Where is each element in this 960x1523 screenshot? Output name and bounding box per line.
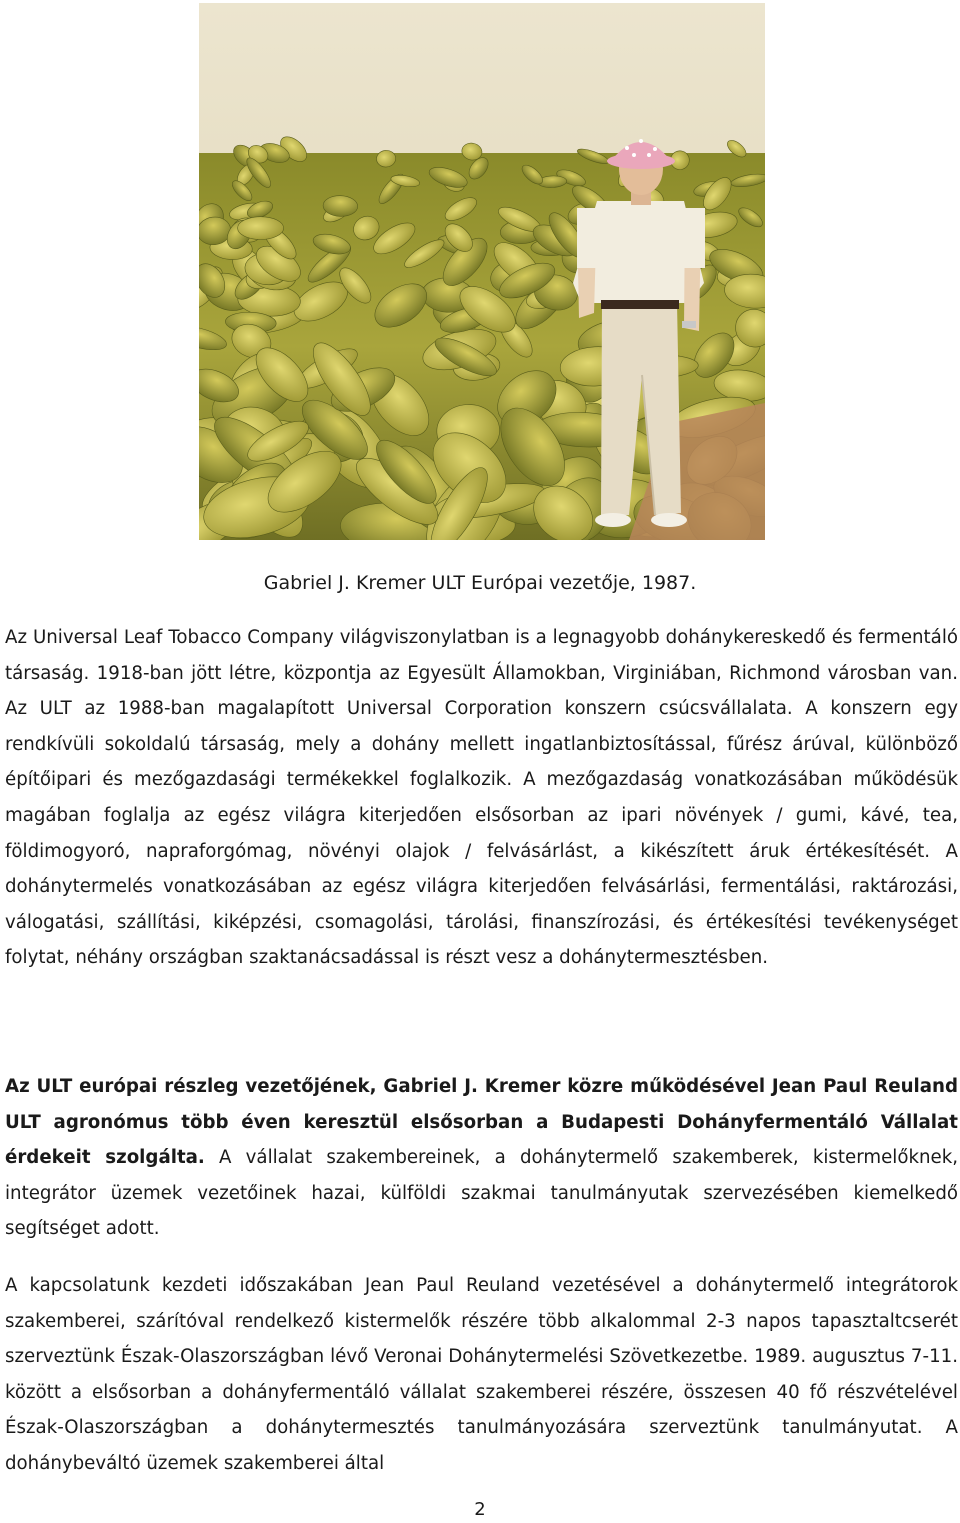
photo-caption: Gabriel J. Kremer ULT Európai vezetője, 1987.: [263, 572, 697, 594]
paragraph-bold-lead: Az ULT európai részleg vezetőjének, Gabriel J. Kremer közre működésével Jean Paul Reuland ULT agronómus több éven keresztül elsősorban a Budapesti Dohányfermentáló Vállalat érdekeit szolgálta.: [5, 1076, 958, 1169]
tobacco-leaf: [238, 217, 284, 240]
page-number: 2: [474, 1499, 486, 1520]
paragraph-ult-history: Az Universal Leaf Tobacco Company világviszonylatban is a legnagyobb dohánykereskedő és fermentáló társaság. 1918-ban jött létre, központja az Egyesült Államokban, Virginiában, Richmond városban van. Az ULT az 1988-ban magalapított Universal Corporation konszern csúcsvállalata. A konszern egy rendkívüli sokoldalú társaság, mely a dohány mellett ingatlanbiztosítással, fűrész árúval, különböző építőipari és mezőgazdasági termékekkel foglalkozik. A mezőgazdaság vonatkozásában működésük magában foglalja az egész világra kiterjedően elsősorban az ipari növények / gumi, kávé, tea, földimogyoró, napraforgómag, növényi olajok / felvásárlást, a kikészített áruk értékesítését. A dohánytermelés vonatkozásában az egész világra kiterjedően felvásárlási, fermentálási, raktározási, válogatási, szállítási, kiképzési, csomagolási, tárolási, finanszírozási, és értékesítési tevékenységet folytat, néhány országban szaktanácsadással is részt vesz a dohánytermesztésben.: [5, 627, 958, 969]
tobacco-field-photo: [199, 3, 765, 540]
paragraph-kremer-reuland: [5, 1069, 958, 1247]
paragraph-study-trips: A kapcsolatunk kezdeti időszakában Jean Paul Reuland vezetésével a dohánytermelő integrátorok szakemberei, szárítóval rendelkező kistermelők részére több alkalommal 2-3 napos tapasztaltcserét szerveztünk Észak-Olaszországban lévő Veronai Dohánytermelési Szövetkezetbe. 1989. augusztus 7-11. között a elsősorban a dohányfermentáló vállalat szakemberei részére, összesen 40 fő részvételével Észak-Olaszországban a dohánytermesztés tanulmányozására szerveztünk tanulmányutat. A dohánybeváltó üzemek szakemberei által: [5, 1275, 958, 1474]
paragraph-rest: A vállalat szakembereinek, a dohánytermelő szakemberek, kistermelőknek, integrátor üzemek vezetőinek hazai, külföldi szakmai tanulmányutak szervezésében kiemelkedő segítséget adott.: [5, 1147, 959, 1240]
photo-illustration: [199, 3, 765, 540]
